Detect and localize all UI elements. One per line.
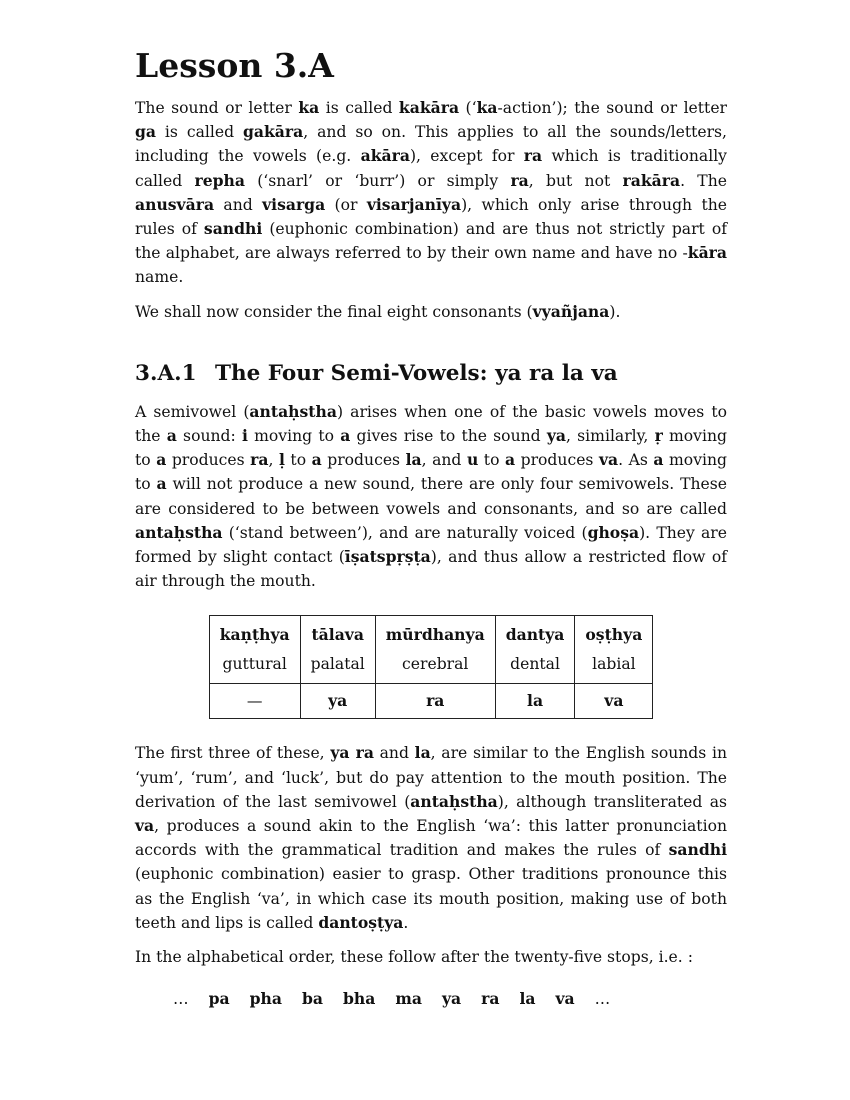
table-subheader-cell: dental — [495, 649, 575, 684]
table-header-row — [209, 616, 653, 650]
bold-term: ra — [250, 450, 269, 470]
section-heading — [135, 360, 727, 388]
bold-term: a — [156, 450, 167, 470]
bold-term: īṣatspṛṣṭa — [344, 547, 431, 567]
bold-term: visarga — [262, 194, 326, 214]
paragraph-semivowel-definition: A semivowel (antaḥstha) arises when one of the basic vowels moves to the a sound: i moving to a gives rise to the sound ya, similarly, ṛ moving to a produces ra, ḷ to a produces la, and u to a produces va. As a moving to a will not produce a new sound, there are only four semivowels. These are considered to be between vowels and consonants, and so are called antaḥstha (‘stand between’), and are naturally voiced (ghoṣa). They are formed by slight contact (īṣatspṛṣṭa), and thus allow a restricted flow of air through the mouth. — [135, 401, 728, 591]
sequence-item: ya — [441, 989, 462, 1009]
bold-term: i — [241, 426, 248, 446]
table-cell: va — [575, 684, 653, 719]
bold-term: a — [166, 426, 177, 446]
bold-term: va — [135, 816, 155, 836]
bold-term: ka — [476, 98, 498, 117]
table-subheader-cell: guttural — [209, 649, 300, 684]
sequence-item: pha — [249, 989, 282, 1009]
bold-term: a — [504, 450, 516, 470]
sequence-item: pa — [208, 989, 230, 1009]
table-header-cell: tālava — [300, 616, 375, 650]
bold-term: a — [340, 426, 351, 446]
table-header-cell: oṣṭhya — [575, 616, 653, 650]
bold-term: la — [414, 743, 431, 763]
semivowel-table — [209, 615, 654, 719]
table-cell: ra — [375, 684, 495, 719]
sequence-item: va — [555, 989, 575, 1009]
bold-term: a — [653, 450, 664, 470]
paragraph-pronunciation: The first three of these, ya ra and la, are similar to the English sounds in ‘yum’, ‘rum’, and ‘luck’, but do pay attention to the mouth position. The derivation of the last semivowel (antaḥstha), although transliterated as va, produces a sound akin to the English ‘wa’: this latter pronunciation accords with the grammatical tradition and makes the rules of sandhi (euphonic combination) easier to grasp. Other traditions pronounce this as the English ‘va’, in which case its mouth position, making use of both teeth and lips is called dantoṣṭya. — [135, 743, 727, 932]
bold-term: antaḥstha — [410, 791, 498, 811]
bold-term: sandhi — [668, 840, 727, 860]
table-cell: — — [209, 684, 300, 719]
bold-term: ka — [298, 98, 320, 117]
bold-term: la — [405, 450, 422, 470]
bold-term: sandhi — [203, 219, 263, 239]
sequence-item: ba — [301, 989, 323, 1009]
bold-term: antaḥstha — [249, 401, 337, 421]
sequence-item: ra — [481, 989, 500, 1009]
document-page — [135, 46, 727, 1011]
bold-term: va — [598, 450, 619, 470]
table-subheader-cell: cerebral — [375, 649, 495, 684]
table-cell: la — [495, 684, 575, 719]
bold-term: akāra — [360, 146, 410, 166]
lesson-title: Lesson 3.A — [135, 46, 334, 85]
bold-term: ra — [523, 146, 543, 166]
bold-term: a — [156, 474, 167, 494]
bold-term: ra — [510, 170, 529, 190]
table-header-cell: dantya — [495, 616, 575, 650]
table-cell: ya — [300, 684, 375, 719]
table-subheader-row — [209, 649, 653, 684]
bold-term: ya ra — [330, 743, 374, 763]
bold-term: ḷ — [278, 450, 285, 470]
bold-term: anusvāra — [135, 194, 215, 214]
table-header-cell: mūrdhanya — [375, 616, 495, 650]
table-header-cell: kaṇṭhya — [209, 616, 300, 650]
bold-term: a — [311, 450, 322, 470]
sequence-item: ma — [395, 989, 422, 1009]
paragraph-kara-names: The sound or letter ka is called kakāra (‘ka-action’); the sound or letter ga is called gakāra, and so on. This applies to all the sounds/letters, including the vowels (e.g. akāra), except for ra which is traditionally called repha (‘snarl’ or ‘burr’) or simply ra, but not rakāra. The anusvāra and visarga (or visarjanīya), which only arise through the rules of sandhi (euphonic combination) and are thus not strictly part of the alphabet, are always referred to by their own name and have no -kāra name. — [135, 98, 728, 287]
sequence-item: bha — [342, 989, 376, 1009]
bold-term: gakāra — [242, 122, 304, 142]
bold-term: ya — [546, 426, 567, 446]
paragraph-alphabetical-order: In the alphabetical order, these follow after the twenty-five stops, i.e. : — [135, 948, 693, 967]
sequence-item: … — [594, 990, 611, 1009]
bold-term: visarjanīya — [366, 194, 462, 214]
section-title: The Four Semi-Vowels: ya ra la va — [215, 360, 618, 386]
table-subheader-cell: palatal — [300, 649, 375, 684]
bold-term: dantoṣṭya — [318, 912, 404, 932]
table-subheader-cell: labial — [575, 649, 653, 684]
table-row — [209, 684, 653, 719]
section-number: 3.A.1 — [135, 360, 197, 386]
paragraph-consonants-intro: We shall now consider the final eight consonants (vyañjana). — [135, 301, 621, 321]
bold-term: kakāra — [398, 98, 460, 117]
bold-term: kāra — [687, 243, 727, 263]
bold-term: rakāra — [622, 170, 681, 190]
bold-term: antaḥstha — [135, 522, 223, 542]
bold-term: ga — [135, 122, 157, 142]
bold-term: u — [466, 450, 479, 470]
alphabet-sequence — [173, 987, 727, 1011]
bold-term: vyañjana — [532, 301, 610, 321]
bold-term: ghoṣa — [587, 522, 640, 542]
bold-term: ṛ — [654, 426, 663, 446]
sequence-item: la — [519, 989, 536, 1009]
bold-term: repha — [194, 170, 245, 190]
sequence-item: … — [173, 990, 189, 1009]
